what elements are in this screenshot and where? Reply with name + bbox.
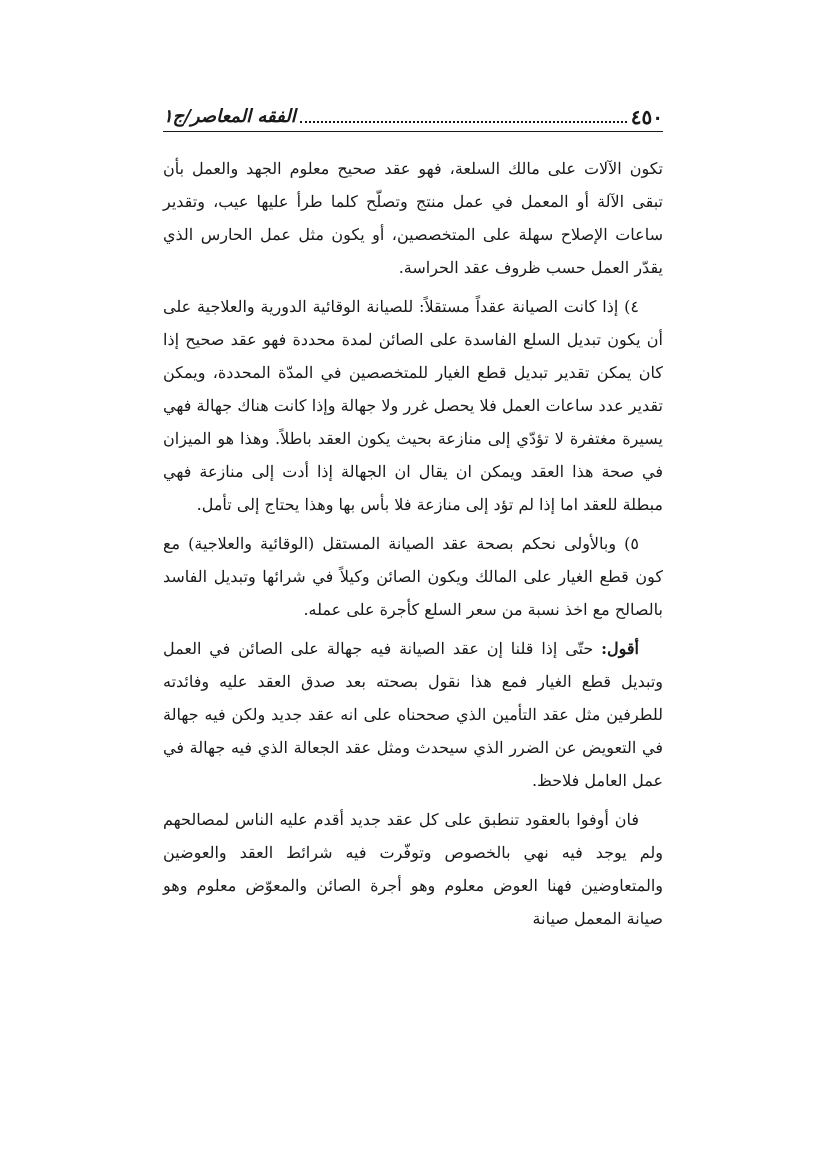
- paragraph-text: تكون الآلات على مالك السلعة، فهو عقد صحيح معلوم الجهد والعمل بأن تبقى الآلة أو المعمل في عمل منتج وتصلّح كلما طرأ عليها عيب، وتقدير ساعات الإصلاح سهلة على المتخصصين، أو يكون مثل عمل الحارس الذي يقدّر العمل حسب ظروف عقد الحراسة.: [163, 159, 663, 277]
- paragraph-text: فان أوفوا بالعقود تنطبق على كل عقد جديد أقدم عليه الناس لمصالحهم ولم يوجد فيه نهي بالخصوص وتوفّرت فيه شرائط العقد والعوضين والمتعاوضين فهنا العوض معلوم وهو أجرة الصائن والمعوّض معلوم وهو صيانة المعمل صيانة: [163, 810, 664, 928]
- page-number: ٤٥٠: [630, 105, 663, 129]
- paragraph-text: ٤) إذا كانت الصيانة عقداً مستقلاً: للصيانة الوقائية الدورية والعلاجية على أن يكون تبديل السلع الفاسدة على الصائن لمدة محددة فهو عقد صحيح إذا كان يمكن تقدير تبديل قطع الغيار للمتخصصين في المدّة المحددة، ويمكن تقدير عدد ساعات العمل فلا يحصل غرر ولا جهالة وإذا كانت هناك جهالة فهي يسيرة مغتفرة لا تؤدّي إلى منازعة بحيث يكون العقد باطلاً. وهذا هو الميزان في صحة هذا العقد ويمكن ان يقال ان الجهالة إذا أدت إلى منازعة فهي مبطلة للعقد اما إذا لم تؤد إلى منازعة فلا بأس بها وهذا يحتاج إلى تأمل.: [163, 297, 663, 514]
- paragraph-text: ٥) وبالأولى نحكم بصحة عقد الصيانة المستقل (الوقائية والعلاجية) مع كون قطع الغيار على المالك ويكون الصائن وكيلاً في شرائها وتبديل الفاسد بالصالح مع اخذ نسبة من سعر السلع كأجرة على عمله.: [163, 534, 663, 619]
- paragraph-lead: أقول:: [601, 639, 639, 658]
- header-dot-leader: [300, 121, 627, 123]
- paragraph: [163, 527, 663, 626]
- paragraph-text: حتّى إذا قلنا إن عقد الصيانة فيه جهالة على الصائن في العمل وتبديل قطع الغيار فمع هذا نقول بصحته بعد صدق العقد عليه وفائدته للطرفين مثل عقد التأمين الذي صححناه على انه عقد جديد ولكن فيه جهالة في التعويض عن الضرر الذي سيحدث ومثل عقد الجعالة الذي فيه جهالة في عمل العامل فلاحظ.: [163, 639, 663, 790]
- paragraph: [163, 803, 663, 935]
- header-title: الفقه المعاصر/ج١: [163, 106, 296, 127]
- running-header: [163, 96, 663, 128]
- paragraph: [163, 152, 663, 284]
- header-rule: [163, 131, 663, 132]
- paragraph: [163, 290, 663, 521]
- paragraph: [163, 632, 663, 797]
- body-text: [163, 152, 663, 941]
